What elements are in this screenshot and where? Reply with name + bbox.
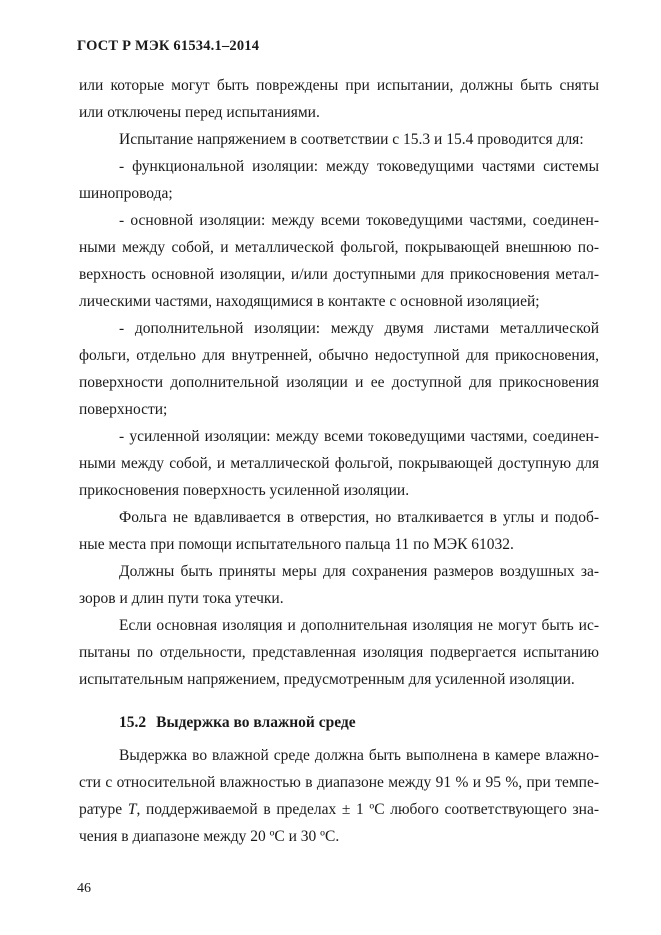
paragraph-7 bbox=[79, 504, 599, 558]
text-line: - функциональной изоляции: между токоведущими частями системы bbox=[119, 158, 599, 175]
text-line: - основной изоляции: между всеми токоведущими частями, соединен- bbox=[119, 212, 599, 229]
text-line: поверхности; bbox=[79, 401, 168, 418]
text-line: прикосновения поверхность усиленной изоляции. bbox=[79, 482, 410, 499]
text-line: - усиленной изоляции: между всеми токоведущими частями, соединен- bbox=[119, 428, 599, 445]
text-line: пытаны по отдельности, представленная изоляция подвергается испытанию bbox=[79, 644, 599, 661]
section-title: Выдержка во влажной среде bbox=[156, 714, 356, 731]
document-body bbox=[79, 72, 599, 693]
text-line: чения в диапазоне между 20 ºС и 30 ºС. bbox=[79, 828, 340, 845]
text-line: или которые могут быть повреждены при испытании, должны быть сняты bbox=[79, 77, 599, 94]
section-number: 15.2 bbox=[119, 714, 147, 731]
text-line: - дополнительной изоляции: между двумя листами металлической bbox=[119, 320, 599, 337]
standard-code: ГОСТ Р МЭК 61534.1–2014 bbox=[77, 38, 260, 54]
paragraph-1 bbox=[79, 72, 599, 126]
text-line: Испытание напряжением в соответствии с 15.3 и 15.4 проводится для: bbox=[119, 131, 584, 148]
page-number: 46 bbox=[77, 881, 91, 896]
paragraph-4 bbox=[79, 207, 599, 315]
text-line: Если основная изоляция и дополнительная изоляция не могут быть ис- bbox=[119, 617, 599, 634]
text-line: Должны быть приняты меры для сохранения размеров воздушных за- bbox=[119, 563, 599, 580]
text-line: Выдержка во влажной среде должна быть выполнена в камере влажно- bbox=[119, 747, 599, 764]
text-line: Фольга не вдавливается в отверстия, но вталкивается в углы и подоб- bbox=[119, 509, 599, 526]
text-line-with-variable bbox=[79, 796, 599, 823]
text-line: лическими частями, находящимися в контакте с основной изоляцией; bbox=[79, 293, 540, 310]
text-line: шинопровода; bbox=[79, 185, 173, 202]
section-body bbox=[79, 742, 599, 850]
text-line: испытательным напряжением, предусмотренным для усиленной изоляции. bbox=[79, 671, 575, 688]
text-line: или отключены перед испытаниями. bbox=[79, 104, 320, 121]
document-header bbox=[77, 38, 259, 55]
text-fragment: ратуре bbox=[79, 801, 128, 818]
paragraph-9 bbox=[79, 612, 599, 693]
paragraph-3 bbox=[79, 153, 599, 207]
paragraph-6 bbox=[79, 423, 599, 504]
text-line: фольги, отдельно для внутренней, обычно недоступной для прикосновения, bbox=[79, 347, 599, 364]
paragraph-2 bbox=[79, 126, 599, 153]
text-line: верхность основной изоляции, и/или доступными для прикосновения метал- bbox=[79, 266, 599, 283]
text-fragment: , поддерживаемой в пределах ± 1 ºС любого соответствующего зна- bbox=[136, 801, 599, 818]
text-line: ные места при помощи испытательного пальца 11 по МЭК 61032. bbox=[79, 536, 514, 553]
section-heading bbox=[119, 714, 356, 732]
text-line: ными между собой, и металлической фольгой, покрывающей доступную для bbox=[79, 455, 599, 472]
text-line: ными между собой, и металлической фольгой, покрывающей внешнюю по- bbox=[79, 239, 599, 256]
text-line: поверхности дополнительной изоляции и ее доступной для прикосновения bbox=[79, 374, 599, 391]
temperature-variable: T bbox=[127, 801, 137, 818]
paragraph-8 bbox=[79, 558, 599, 612]
paragraph-5 bbox=[79, 315, 599, 423]
text-line: зоров и длин пути тока утечки. bbox=[79, 590, 284, 607]
text-line: сти с относительной влажностью в диапазоне между 91 % и 95 %, при темпе- bbox=[79, 774, 599, 791]
